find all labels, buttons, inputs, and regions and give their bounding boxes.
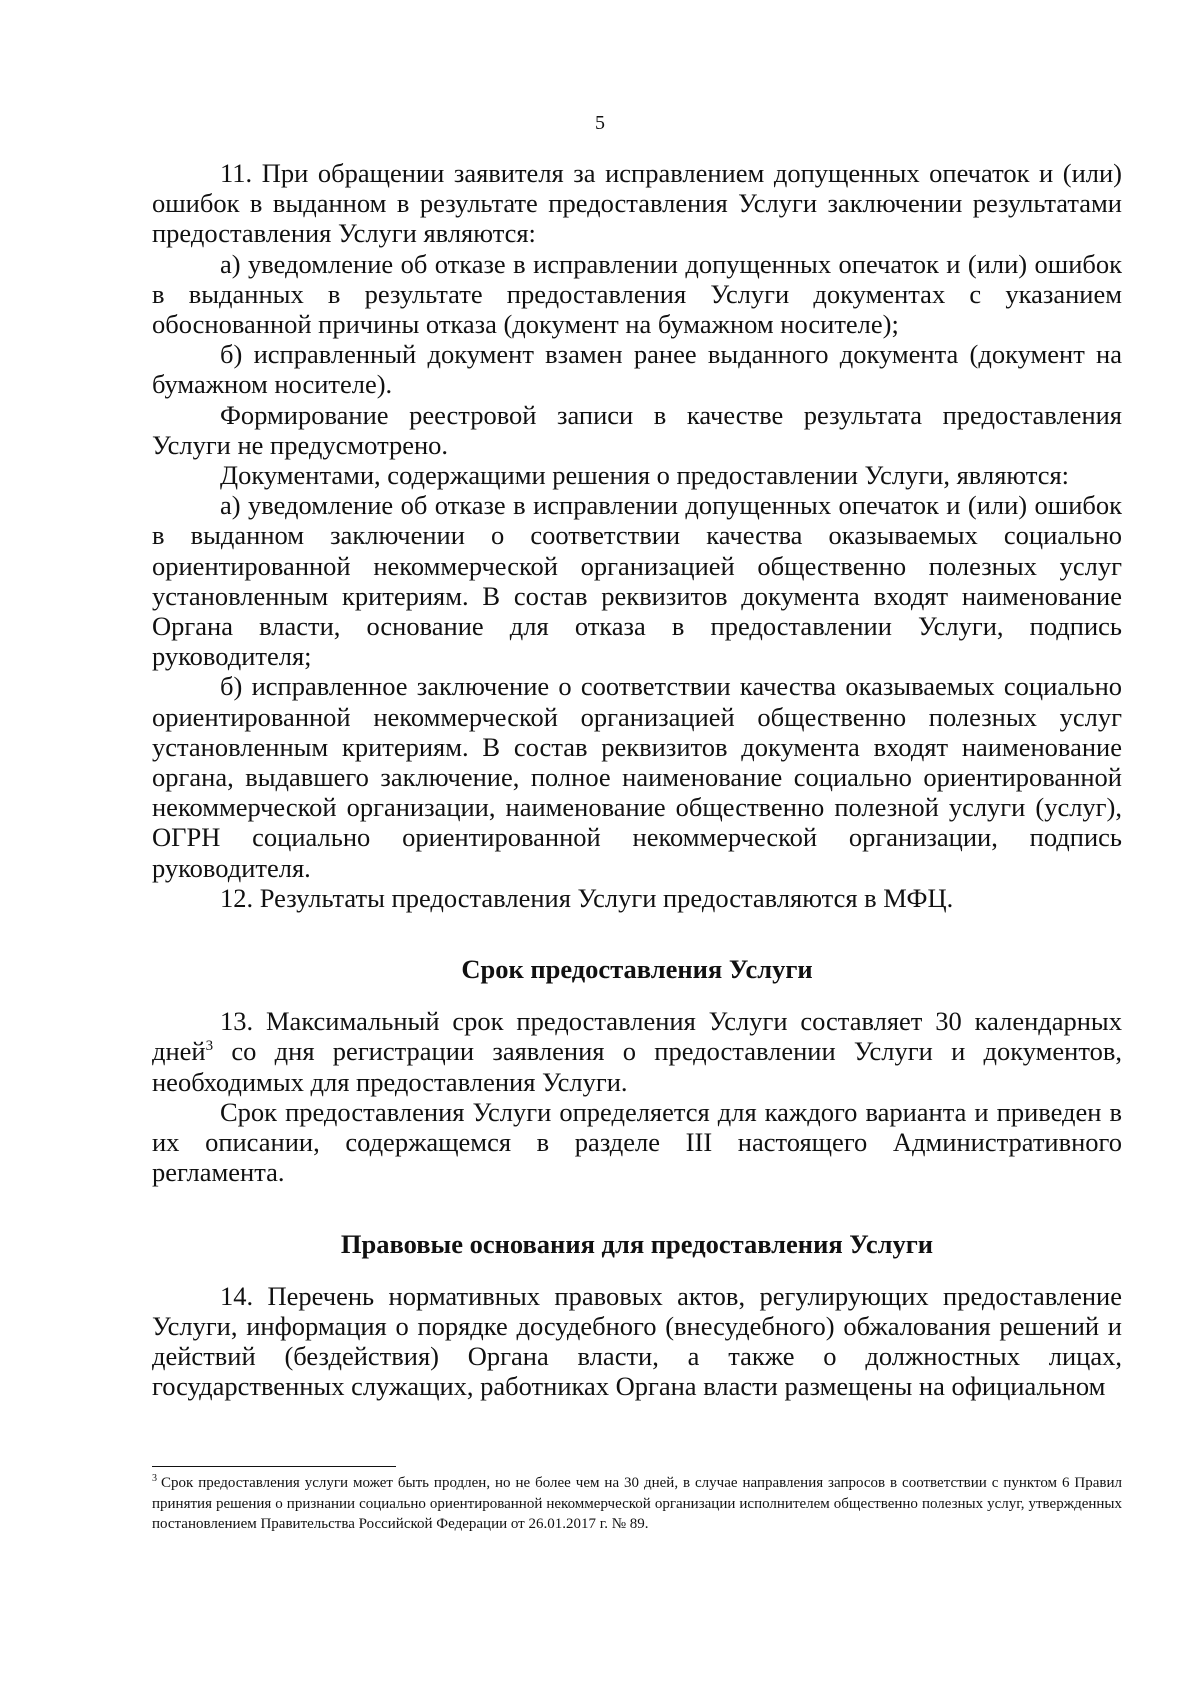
paragraph-13: [152, 1006, 1122, 1097]
paragraph-13-term-variants: Срок предоставления Услуги определяется для каждого варианта и приведен в их описании, содержащемся в разделе III настоящего Административного регламента.: [152, 1096, 1122, 1188]
section-heading-legal-basis: Правовые основания для предоставления Услуги: [340, 1228, 934, 1259]
footnote-reference: 3: [205, 1038, 214, 1055]
paragraph-decision-documents: Документами, содержащими решения о предоставлении Услуги, являются:: [220, 460, 1070, 491]
document-body: [152, 158, 1122, 1402]
paragraph-14: 14. Перечень нормативных правовых актов, регулирующих предоставление Услуги, информация о порядке досудебного (внесудебного) обжалования решений и действий (бездействия) Органа власти, а также о должностных лицах, государственных служащих, работниках Органа власти размещены на официальном: [152, 1280, 1122, 1402]
footnote-text: Срок предоставления услуги может быть продлен, но не более чем на 30 дней, в случае направления запросов в соответствии с пунктом 6 Правил принятия решения о признании социально ориентированной некоммерческой организации исполнителем общественно полезных услуг, утвержденных постановлением Правительства Российской Федерации от 26.01.2017 г. № 89.: [152, 1475, 1122, 1532]
paragraph-13-text-before: 13. Максимальный срок предоставления Услуги составляет 30 календарных дней: [152, 1006, 1122, 1067]
paragraph-11: 11. При обращении заявителя за исправлением допущенных опечаток и (или) ошибок в выданном в результате предоставления Услуги заключении результатами предоставления Услуги являются:: [152, 158, 1122, 249]
paragraph-decision-a: а) уведомление об отказе в исправлении допущенных опечаток и (или) ошибок в выданном заключении о соответствии качества оказываемых социально ориентированной некоммерческой организацией общественно полезных услуг установленным критериям. В состав реквизитов документа входят наименование Органа власти, основание для отказа в предоставлении Услуги, подпись руководителя;: [152, 490, 1122, 672]
paragraph-13-text-after: со дня регистрации заявления о предоставлении Услуги и документов, необходимых для предоставления Услуги.: [152, 1036, 1122, 1097]
paragraph-11-b: б) исправленный документ взамен ранее выданного документа (документ на бумажном носителе).: [152, 339, 1122, 400]
paragraph-12: 12. Результаты предоставления Услуги предоставляются в МФЦ.: [220, 882, 954, 913]
paragraph-11-a: а) уведомление об отказе в исправлении допущенных опечаток и (или) ошибок в выданных в результате предоставления Услуги документах с указанием обоснованной причины отказа (документ на бумажном носителе);: [152, 248, 1122, 340]
footnote-divider: [152, 1466, 396, 1467]
footnote: [152, 1473, 1122, 1535]
section-heading-term: Срок предоставления Услуги: [461, 954, 813, 985]
footnote-marker: 3: [152, 1473, 157, 1484]
page-number: 5: [595, 112, 605, 134]
paragraph-registry-record: Формирование реестровой записи в качестве результата предоставления Услуги не предусмотрено.: [152, 399, 1122, 460]
paragraph-decision-b: б) исправленное заключение о соответствии качества оказываемых социально ориентированной некоммерческой организацией общественно полезных услуг установленным критериям. В состав реквизитов документа входят наименование органа, выдавшего заключение, полное наименование социально ориентированной некоммерческой организации, наименование общественно полезной услуги (услуг), ОГРН социально ориентированной некоммерческой организации, подпись руководителя.: [152, 671, 1122, 883]
